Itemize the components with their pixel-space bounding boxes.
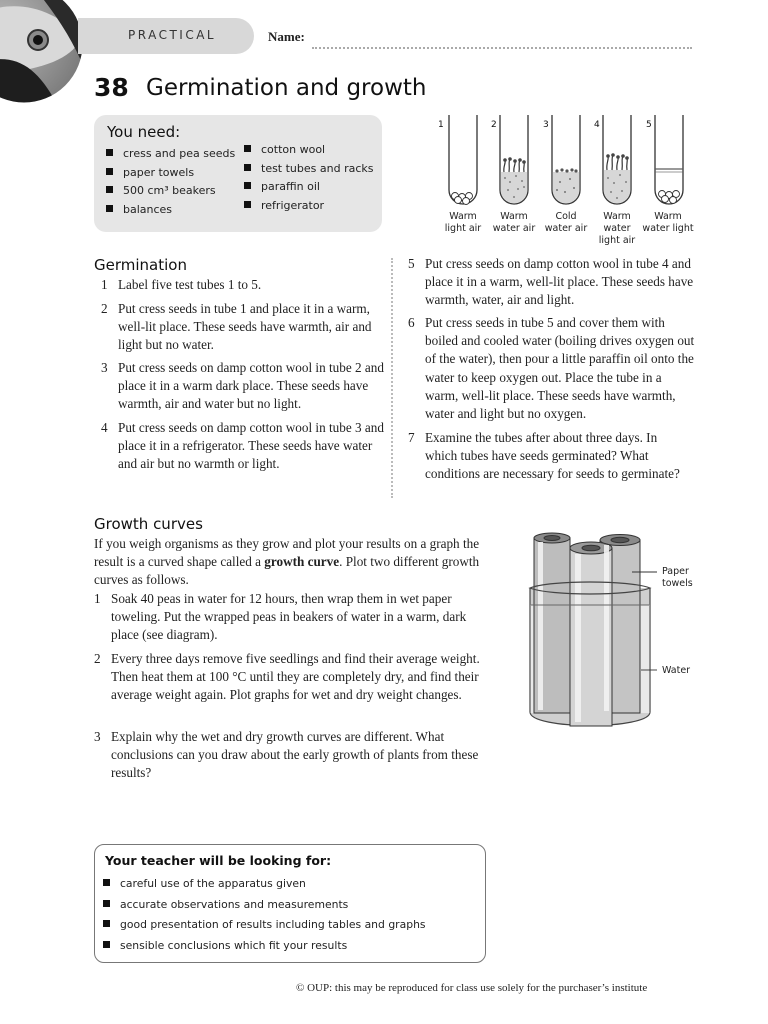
growth-step-3: 3 Explain why the wet and dry growth curves are different. What conclusions can you draw about the early growth of plants from these results? bbox=[94, 729, 479, 781]
bullet-icon bbox=[106, 168, 113, 175]
tube-caption-5-line2: water light bbox=[642, 223, 694, 234]
name-label: Name: bbox=[268, 29, 305, 44]
growth-intro: If you weigh organisms as they grow and plot your results on a graph the result is a curved shape called a growth curve. Plot two different growth curves as follows. bbox=[94, 536, 480, 588]
tube-caption-4-line3: light air bbox=[598, 235, 636, 246]
bullet-icon bbox=[244, 201, 251, 208]
list-item: balances bbox=[106, 201, 235, 220]
tube-number-5: 5 bbox=[646, 120, 652, 130]
test-tube-3 bbox=[552, 115, 580, 204]
teacher-checklist bbox=[103, 874, 426, 956]
germination-step-4: 4 Put cress seeds on damp cotton wool in tube 3 and place it in a refrigerator. These seeds have water and air but no warmth or light. bbox=[101, 420, 384, 472]
tube-caption-2-line2: water air bbox=[492, 223, 536, 234]
list-item: accurate observations and measurements bbox=[103, 895, 426, 916]
you-need-list-right bbox=[244, 141, 374, 216]
tube-caption-5-line1: Warm bbox=[654, 211, 682, 222]
tube-caption-2-line1: Warm bbox=[500, 211, 528, 222]
you-need-title: You need: bbox=[107, 123, 181, 141]
practical-label: PRACTICAL bbox=[128, 28, 217, 42]
list-item: 500 cm³ beakers bbox=[106, 182, 235, 201]
bullet-icon bbox=[106, 205, 113, 212]
list-item: cotton wool bbox=[244, 141, 374, 160]
test-tube-5 bbox=[655, 115, 683, 204]
tube-caption-1-line2: light air bbox=[444, 223, 482, 234]
list-item: paper towels bbox=[106, 164, 235, 183]
germination-step-2: 2 Put cress seeds in tube 1 and place it in a warm, well-lit place. These seeds have warmth, air and light but no water. bbox=[101, 301, 372, 353]
bullet-icon bbox=[103, 941, 110, 948]
list-item: cress and pea seeds bbox=[106, 145, 235, 164]
growth-curve-term: growth curve bbox=[264, 554, 340, 570]
bullet-icon bbox=[103, 920, 110, 927]
germination-step-7: 7 Examine the tubes after about three days. In which tubes have seeds germinated? What conditions are necessary for seeds to germinate? bbox=[408, 430, 680, 482]
practical-number: 38 bbox=[94, 73, 129, 102]
bullet-icon bbox=[106, 186, 113, 193]
list-item: refrigerator bbox=[244, 197, 374, 216]
germination-step-5: 5 Put cress seeds on damp cotton wool in tube 4 and place it in a warm, well-lit place. These seeds have warmth, water, air and light. bbox=[408, 256, 694, 308]
tube-caption-4-line2: water bbox=[603, 223, 631, 234]
bullet-icon bbox=[103, 879, 110, 886]
list-item: sensible conclusions which fit your results bbox=[103, 936, 426, 957]
tube-number-2: 2 bbox=[491, 120, 497, 130]
list-item: good presentation of results including tables and graphs bbox=[103, 915, 426, 936]
test-tubes-diagram bbox=[430, 112, 700, 250]
list-item: paraffin oil bbox=[244, 178, 374, 197]
bullet-icon bbox=[103, 900, 110, 907]
page-title: Germination and growth bbox=[146, 75, 427, 101]
column-divider bbox=[391, 258, 393, 498]
teacher-checklist-title: Your teacher will be looking for: bbox=[105, 853, 332, 868]
germination-step-3: 3 Put cress seeds on damp cotton wool in tube 2 and place it in a warm dark place. These seeds have warmth, air and water but no light. bbox=[101, 360, 384, 412]
test-tube-2 bbox=[500, 115, 528, 204]
germination-step-6: 6 Put cress seeds in tube 5 and cover them with boiled and cooled water (boiling drives oxygen out of the water), then pour a little paraffin oil onto the water to keep oxygen out. Place the tube in a warm, well-lit place. These seeds have warmth, water and light but no oxygen. bbox=[408, 315, 695, 422]
tube-number-4: 4 bbox=[594, 120, 600, 130]
test-tube-1 bbox=[449, 115, 477, 205]
name-entry-line[interactable] bbox=[312, 47, 692, 49]
bullet-icon bbox=[244, 182, 251, 189]
growth-step-2: 2 Every three days remove five seedlings and find their average weight. Then heat them at 100 °C until they are completely dry, and find their average weight again. Plot graphs for wet and dry weight changes. bbox=[94, 651, 480, 703]
tube-caption-1-line1: Warm bbox=[449, 211, 477, 222]
paper-towels-label-line2: towels bbox=[662, 578, 693, 589]
tube-number-3: 3 bbox=[543, 120, 549, 130]
toucan-photo bbox=[0, 0, 86, 108]
test-tube-4 bbox=[603, 115, 631, 204]
growth-step-1: 1 Soak 40 peas in water for 12 hours, then wrap them in wet paper toweling. Put the wrapped peas in beakers of water in a warm, dark place (see diagram). bbox=[94, 591, 467, 643]
copyright-footer: © OUP: this may be reproduced for class use solely for the purchaser’s institute bbox=[296, 982, 648, 994]
tube-number-1: 1 bbox=[438, 120, 444, 130]
paper-towels-label-line1: Paper bbox=[662, 566, 689, 577]
tube-caption-3-line2: water air bbox=[544, 223, 588, 234]
wrapped-peas-beaker-diagram bbox=[520, 530, 700, 735]
you-need-list-left bbox=[106, 145, 235, 220]
bullet-icon bbox=[244, 164, 251, 171]
list-item: test tubes and racks bbox=[244, 160, 374, 179]
tube-caption-3-line1: Cold bbox=[555, 211, 577, 222]
bullet-icon bbox=[106, 149, 113, 156]
bullet-icon bbox=[244, 145, 251, 152]
germination-heading: Germination bbox=[94, 256, 187, 274]
water-label: Water bbox=[662, 665, 691, 676]
germination-step-1: 1 Label five test tubes 1 to 5. bbox=[101, 277, 262, 292]
growth-curves-heading: Growth curves bbox=[94, 515, 203, 533]
tube-caption-4-line1: Warm bbox=[603, 211, 631, 222]
list-item: careful use of the apparatus given bbox=[103, 874, 426, 895]
